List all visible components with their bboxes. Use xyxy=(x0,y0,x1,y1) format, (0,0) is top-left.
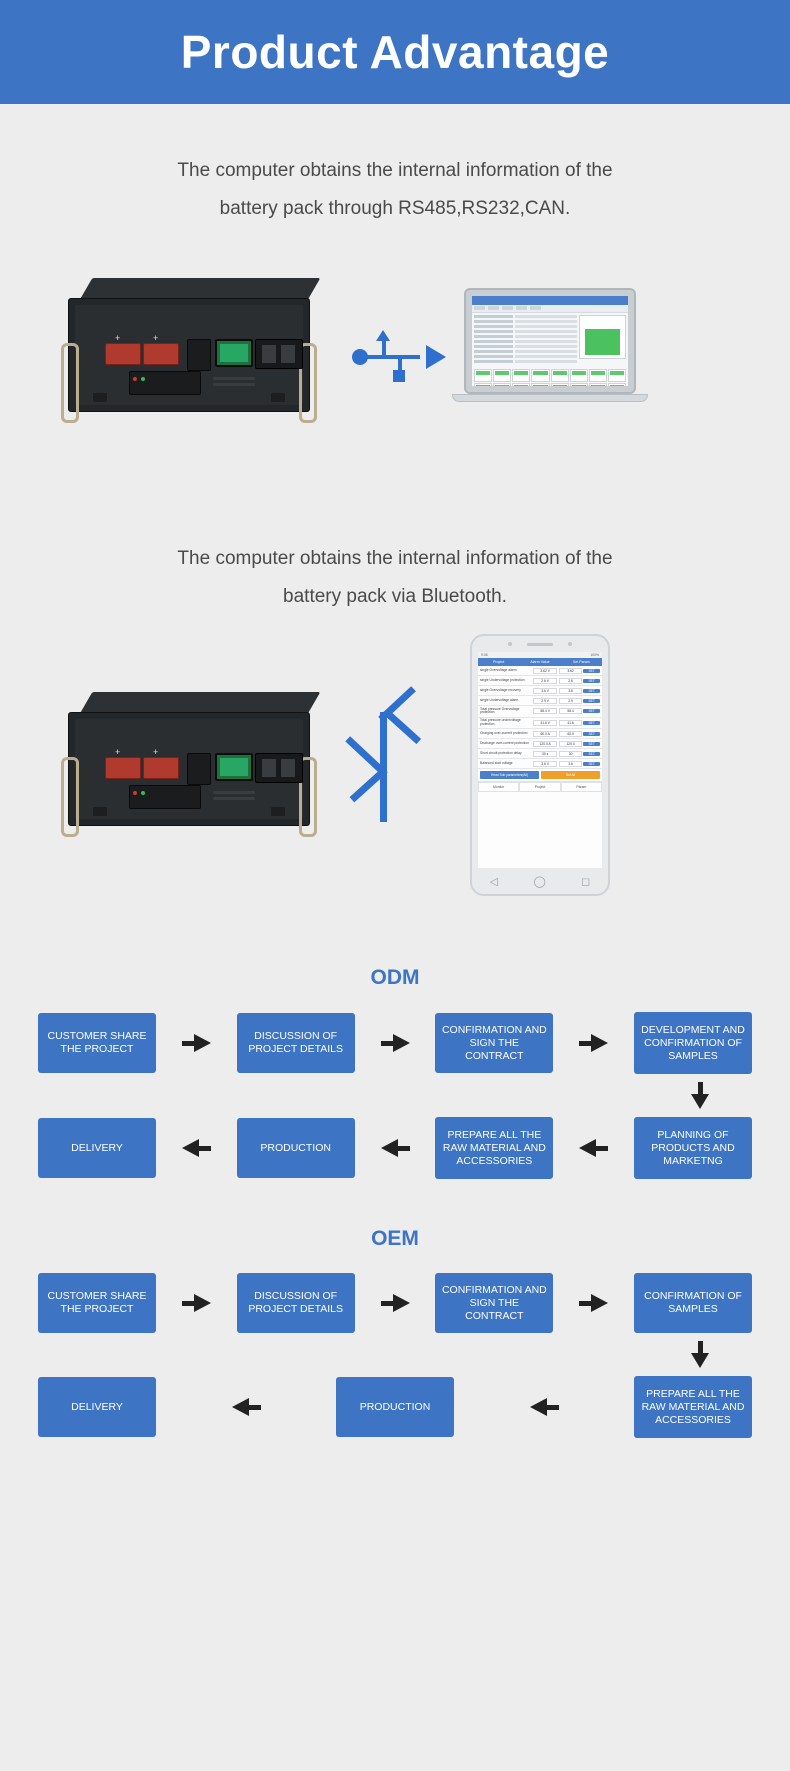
param-set-button[interactable]: SET xyxy=(583,742,600,746)
arrow-down-icon xyxy=(691,1094,709,1109)
rack-foot-left xyxy=(93,807,107,816)
menu-item[interactable] xyxy=(530,306,541,310)
odm-row-2 xyxy=(38,1117,752,1179)
oem-row-2 xyxy=(38,1376,752,1438)
status-led-1 xyxy=(133,377,137,381)
arrow-line xyxy=(381,1041,393,1046)
header-project: Project xyxy=(493,660,505,664)
oem-down-arrow xyxy=(38,1341,752,1368)
cell-tile xyxy=(512,369,530,382)
phone-app-screen xyxy=(478,652,602,868)
vent-slot-2 xyxy=(213,797,255,800)
param-set-input[interactable]: 3.6 xyxy=(559,688,582,694)
arrow-down-icon xyxy=(691,1353,709,1368)
phone-speaker xyxy=(527,643,553,646)
arrow-left-icon xyxy=(182,1139,199,1157)
connector-panel xyxy=(129,371,201,395)
param-name: Balanced start voltage xyxy=(480,760,513,765)
rack-top-panel xyxy=(80,692,321,714)
status-led-1 xyxy=(133,791,137,795)
cell-tile xyxy=(531,369,549,382)
odm-title: ODM xyxy=(370,966,420,989)
odm-node-delivery: DELIVERY xyxy=(38,1118,156,1178)
arrow-line xyxy=(596,1146,608,1151)
param-name: Charging over-current protection xyxy=(480,730,528,735)
rack-foot-right xyxy=(271,807,285,816)
param-set-input[interactable]: 41.6 xyxy=(559,720,582,726)
param-row xyxy=(478,686,602,696)
switch-one xyxy=(262,345,276,363)
param-value: 30 s xyxy=(533,751,556,757)
odm-node-contract: CONFIRMATION AND SIGN THE CONTRACT xyxy=(435,1013,553,1073)
param-set-input[interactable]: 30 xyxy=(559,751,582,757)
arrow-right-icon xyxy=(393,1034,410,1052)
param-set-button[interactable]: SET xyxy=(583,689,600,693)
odm-node-planning: PLANNING OF PRODUCTS AND MARKETNG xyxy=(634,1117,752,1179)
param-row xyxy=(478,718,602,730)
cell-tile xyxy=(551,369,569,382)
menu-item[interactable] xyxy=(502,306,513,310)
bms-software-screen xyxy=(472,296,628,386)
laptop-lid xyxy=(464,288,636,394)
param-row xyxy=(478,759,602,769)
arrow-line xyxy=(381,1301,393,1306)
param-value: 3.6 V xyxy=(533,761,556,767)
param-value: 3.62 V xyxy=(533,668,556,674)
read-all-params-button[interactable]: Read Sub parameters(All) xyxy=(480,771,539,779)
vent-slot-1 xyxy=(213,791,255,794)
arrow-line xyxy=(199,1146,211,1151)
rack-handle-left xyxy=(61,343,79,423)
oem-title: OEM xyxy=(371,1227,419,1250)
phone-tab-bar xyxy=(478,781,602,792)
software-body xyxy=(472,313,628,367)
arrow-right-icon xyxy=(194,1294,211,1312)
oem-node-customer-share: CUSTOMER SHARE THE PROJECT xyxy=(38,1273,156,1333)
param-name: Total pressure Overvoltage protection xyxy=(480,706,520,715)
terminal-positive xyxy=(105,343,141,365)
switch-box xyxy=(255,753,303,783)
param-name: single Undervoltage alarm xyxy=(480,697,519,702)
usb-circle xyxy=(352,349,368,365)
arrow-line xyxy=(249,1405,261,1410)
oem-node-discussion: DISCUSSION OF PROJECT DETAILS xyxy=(237,1273,355,1333)
software-left-panel xyxy=(474,315,513,365)
rack-foot-right xyxy=(271,393,285,402)
param-value: 2.9 V xyxy=(533,698,556,704)
terminal-minus-marker: + xyxy=(153,333,159,343)
param-set-button[interactable]: SET xyxy=(583,669,600,673)
terminal-negative xyxy=(143,757,179,779)
smartphone-device xyxy=(470,634,610,896)
usb-branch-square xyxy=(393,370,405,382)
switch-two xyxy=(281,759,295,777)
terminal-minus-marker: + xyxy=(153,747,159,757)
cell-tile xyxy=(570,383,588,386)
cell-tile xyxy=(570,369,588,382)
param-name: single Undervoltage protection xyxy=(480,677,525,682)
arrow-line xyxy=(398,1146,410,1151)
param-value: 120.0 A xyxy=(533,741,556,747)
param-value: 60.0 A xyxy=(533,731,556,737)
param-row xyxy=(478,666,602,676)
odm-arrow-2 xyxy=(355,1034,436,1052)
param-set-input[interactable]: 2.6 xyxy=(559,678,582,684)
battery-rack-usb xyxy=(68,278,328,443)
odm-node-raw-material: PREPARE ALL THE RAW MATERIAL AND ACCESSORIES xyxy=(435,1117,553,1179)
software-battery-gauge xyxy=(579,315,626,359)
param-value: 3.6 V xyxy=(533,688,556,694)
param-set-button[interactable]: SET xyxy=(583,699,600,703)
bluetooth-caption xyxy=(0,540,790,616)
menu-item[interactable] xyxy=(516,306,527,310)
terminal-plus-marker: + xyxy=(115,747,121,757)
usb-caption-line2: battery pack through RS485,RS232,CAN. xyxy=(219,198,571,219)
page-header xyxy=(0,0,790,104)
param-row xyxy=(478,749,602,759)
arrow-right-icon xyxy=(591,1294,608,1312)
param-set-button[interactable]: SET xyxy=(583,721,600,725)
lcd-screen xyxy=(220,344,248,362)
software-middle-panel xyxy=(515,315,578,365)
phone-camera xyxy=(568,642,572,646)
breaker-block xyxy=(187,753,211,785)
terminal-negative xyxy=(143,343,179,365)
odm-node-production: PRODUCTION xyxy=(237,1118,355,1178)
param-row xyxy=(478,696,602,706)
param-name: Discharge over-current protection xyxy=(480,740,529,745)
odm-arrow-1 xyxy=(156,1034,237,1052)
usb-branch-triangle xyxy=(376,330,390,341)
param-value: 41.6 V xyxy=(533,720,556,726)
arrow-line xyxy=(579,1041,591,1046)
param-row xyxy=(478,676,602,686)
terminal-positive xyxy=(105,757,141,779)
cell-tile xyxy=(493,383,511,386)
phone-sensor xyxy=(508,642,512,646)
laptop-base xyxy=(452,394,648,402)
cell-tile xyxy=(551,383,569,386)
switch-one xyxy=(262,759,276,777)
breaker-block xyxy=(187,339,211,371)
header-alarm-value: Alarm Value xyxy=(530,660,550,664)
rack-top-panel xyxy=(80,278,321,300)
tab-monitor[interactable]: Monitor xyxy=(478,782,519,792)
header-set-param: Set Param xyxy=(572,660,590,664)
param-name: single Overvoltage recovery xyxy=(480,687,521,692)
lcd-display xyxy=(215,339,253,367)
odm-row-1 xyxy=(38,1012,752,1074)
odm-arrow-3 xyxy=(553,1034,634,1052)
usb-icon xyxy=(352,332,448,380)
oem-arrow-2 xyxy=(355,1294,436,1312)
switch-box xyxy=(255,339,303,369)
tab-project[interactable]: Project xyxy=(519,782,560,792)
odm-node-discussion: DISCUSSION OF PROJECT DETAILS xyxy=(237,1013,355,1073)
oem-arrow-5 xyxy=(454,1398,634,1416)
cell-tile xyxy=(608,369,626,382)
usb-caption-line1: The computer obtains the internal information of the xyxy=(177,160,613,181)
vent-slot-2 xyxy=(213,383,255,386)
oem-node-raw-material: PREPARE ALL THE RAW MATERIAL AND ACCESSORIES xyxy=(634,1376,752,1438)
recents-icon[interactable]: ◻ xyxy=(581,875,591,888)
odm-arrow-6 xyxy=(553,1139,634,1157)
arrow-right-icon xyxy=(591,1034,608,1052)
back-icon[interactable]: ◁ xyxy=(489,875,499,888)
phone-action-bar xyxy=(478,771,602,779)
param-name: Short circuit protection delay xyxy=(480,750,522,755)
usb-caption xyxy=(0,152,790,228)
param-value: 58.4 V xyxy=(533,708,556,714)
param-set-input[interactable]: 60.0 xyxy=(559,731,582,737)
arrow-down-stem xyxy=(698,1341,703,1353)
oem-arrow-3 xyxy=(553,1294,634,1312)
cell-tile xyxy=(493,369,511,382)
laptop-device xyxy=(452,288,652,418)
usb-arrow xyxy=(426,345,446,369)
status-battery: 100% xyxy=(590,653,599,657)
arrow-down-stem xyxy=(698,1082,703,1094)
arrow-left-icon xyxy=(232,1398,249,1416)
param-set-button[interactable]: SET xyxy=(583,679,600,683)
set-all-button[interactable]: Set All xyxy=(541,771,600,779)
oem-node-delivery: DELIVERY xyxy=(38,1377,156,1437)
oem-arrow-4 xyxy=(156,1398,336,1416)
param-set-button[interactable]: SET xyxy=(583,762,600,766)
software-titlebar xyxy=(472,296,628,305)
phone-navigation-bar xyxy=(472,872,608,890)
rack-body xyxy=(68,712,310,826)
usb-shaft xyxy=(364,355,420,359)
param-set-input[interactable]: 120.0 xyxy=(559,741,582,747)
arrow-left-icon xyxy=(530,1398,547,1416)
oem-node-contract: CONFIRMATION AND SIGN THE CONTRACT xyxy=(435,1273,553,1333)
status-time: 9:36 xyxy=(481,653,488,657)
bluetooth-caption-line2: battery pack via Bluetooth. xyxy=(283,586,507,607)
param-table-header xyxy=(478,658,602,666)
cell-tile xyxy=(531,383,549,386)
param-set-button[interactable]: SET xyxy=(583,732,600,736)
cell-tile xyxy=(589,383,607,386)
status-led-2 xyxy=(141,377,145,381)
arrow-left-icon xyxy=(579,1139,596,1157)
param-set-input[interactable]: 58.4 xyxy=(559,708,582,714)
rack-body xyxy=(68,298,310,412)
param-row xyxy=(478,706,602,718)
lcd-screen xyxy=(220,758,248,776)
usb-branch-up xyxy=(382,340,386,358)
software-menubar xyxy=(472,305,628,313)
odm-down-arrow xyxy=(38,1082,752,1109)
status-led-2 xyxy=(141,791,145,795)
param-value: 2.6 V xyxy=(533,678,556,684)
param-row xyxy=(478,739,602,749)
rack-foot-left xyxy=(93,393,107,402)
cell-tile xyxy=(474,369,492,382)
odm-flow xyxy=(0,1012,790,1179)
usb-illustration xyxy=(0,250,790,470)
cell-tile xyxy=(589,369,607,382)
cell-tile xyxy=(608,383,626,386)
param-set-button[interactable]: SET xyxy=(583,752,600,756)
oem-node-production: PRODUCTION xyxy=(336,1377,454,1437)
arrow-left-icon xyxy=(381,1139,398,1157)
menu-item[interactable] xyxy=(488,306,499,310)
bluetooth-icon xyxy=(340,712,426,822)
param-set-button[interactable]: SET xyxy=(583,709,600,713)
oem-row-1 xyxy=(38,1273,752,1333)
oem-flow xyxy=(0,1273,790,1438)
bluetooth-illustration xyxy=(0,634,790,914)
param-name: Total pressure undervoltage protection xyxy=(480,718,521,726)
param-row xyxy=(478,729,602,739)
odm-arrow-5 xyxy=(355,1139,436,1157)
arrow-line xyxy=(182,1301,194,1306)
page-title: Product Advantage xyxy=(180,26,610,78)
param-set-input[interactable]: 3.62 xyxy=(559,668,582,674)
param-set-input[interactable]: 3.6 xyxy=(559,761,582,767)
odm-arrow-4 xyxy=(156,1139,237,1157)
param-set-input[interactable]: 2.9 xyxy=(559,698,582,704)
cell-tile xyxy=(512,383,530,386)
odm-node-customer-share: CUSTOMER SHARE THE PROJECT xyxy=(38,1013,156,1073)
odm-node-samples: DEVELOPMENT AND CONFIRMATION OF SAMPLES xyxy=(634,1012,752,1074)
battery-level-bar xyxy=(585,329,620,355)
vent-slot-1 xyxy=(213,377,255,380)
tab-param[interactable]: Param xyxy=(561,782,602,792)
cell-tile xyxy=(474,383,492,386)
arrow-right-icon xyxy=(393,1294,410,1312)
oem-arrow-1 xyxy=(156,1294,237,1312)
terminal-plus-marker: + xyxy=(115,333,121,343)
rack-handle-left xyxy=(61,757,79,837)
param-name: single Overvoltage alarm xyxy=(480,667,517,672)
lcd-display xyxy=(215,753,253,781)
oem-node-samples: CONFIRMATION OF SAMPLES xyxy=(634,1273,752,1333)
bluetooth-caption-line1: The computer obtains the internal information of the xyxy=(177,548,613,569)
switch-two xyxy=(281,345,295,363)
arrow-line xyxy=(182,1041,194,1046)
arrow-right-icon xyxy=(194,1034,211,1052)
home-icon[interactable]: ◯ xyxy=(533,875,546,888)
battery-rack-bluetooth xyxy=(68,692,328,857)
arrow-line xyxy=(579,1301,591,1306)
arrow-line xyxy=(547,1405,559,1410)
software-cell-grid xyxy=(472,367,628,386)
menu-item[interactable] xyxy=(474,306,485,310)
connector-panel xyxy=(129,785,201,809)
bluetooth-arm-top-left xyxy=(345,736,383,772)
